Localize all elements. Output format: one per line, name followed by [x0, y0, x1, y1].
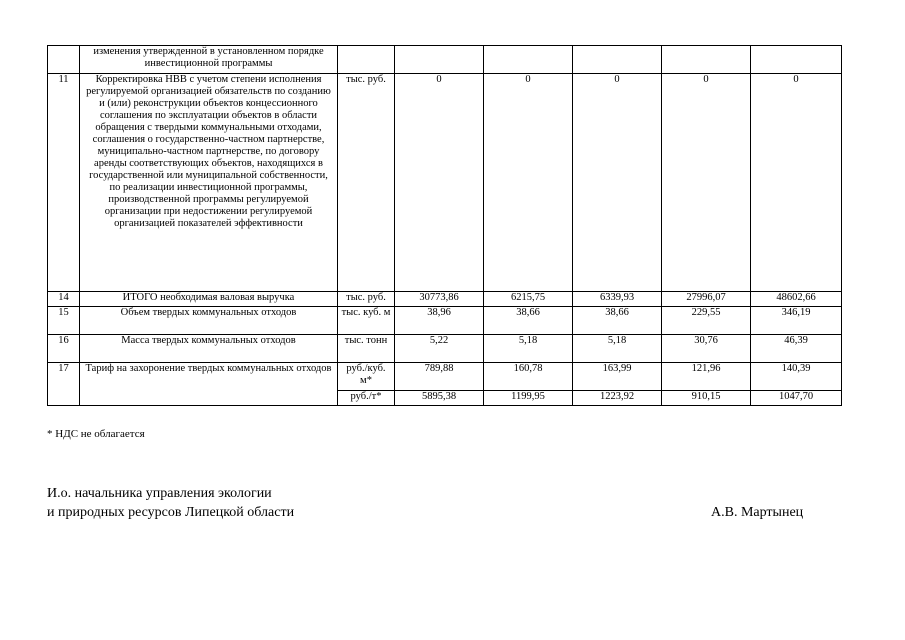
- row-value: [573, 46, 662, 74]
- row-value: 46,39: [751, 335, 842, 363]
- row-number: 14: [48, 292, 80, 307]
- row-value: 27996,07: [662, 292, 751, 307]
- row-value: 5,18: [573, 335, 662, 363]
- row-value: 1047,70: [751, 391, 842, 406]
- row-unit: [338, 46, 395, 74]
- row-value: 163,99: [573, 363, 662, 391]
- row-value: 910,15: [662, 391, 751, 406]
- row-value: 30,76: [662, 335, 751, 363]
- row-value: 0: [395, 74, 484, 292]
- row-number: 15: [48, 307, 80, 335]
- row-value: 5,22: [395, 335, 484, 363]
- row-value: 0: [573, 74, 662, 292]
- row-value: 140,39: [751, 363, 842, 391]
- row-value: 160,78: [484, 363, 573, 391]
- row-unit: тыс. тонн: [338, 335, 395, 363]
- row-value: 229,55: [662, 307, 751, 335]
- row-value: 38,96: [395, 307, 484, 335]
- row-value: 5895,38: [395, 391, 484, 406]
- row-name: Объем твердых коммунальных отходов: [80, 307, 338, 335]
- row-unit: тыс. руб.: [338, 74, 395, 292]
- row-value: 0: [751, 74, 842, 292]
- row-name: Корректировка НВВ с учетом степени исполнения регулируемой организацией обязательств по созданию и (или) реконструкции объектов концессионного соглашения по эксплуатации объектов в области обращения с твердыми коммунальными отходами, соглашения о государственно-частном партнерстве, муниципально-частном партнерстве, по договору аренды соответствующих объектов, находящихся в государственной или муниципальной собственности, по реализации инвестиционной программы, производственной программы регулируемой организации при недостижении регулируемой организацией показателей эффективности: [80, 74, 338, 292]
- row-value: 1199,95: [484, 391, 573, 406]
- row-number: 16: [48, 335, 80, 363]
- row-value: [484, 46, 573, 74]
- vat-footnote: * НДС не облагается: [47, 428, 145, 440]
- signer-position-line: И.о. начальника управления экологии: [47, 486, 272, 501]
- row-value: 48602,66: [751, 292, 842, 307]
- row-name: Тариф на захоронение твердых коммунальных отходов: [80, 363, 338, 406]
- row-value: [751, 46, 842, 74]
- row-value: 5,18: [484, 335, 573, 363]
- table-row: [48, 46, 842, 74]
- row-value: 6339,93: [573, 292, 662, 307]
- row-value: 346,19: [751, 307, 842, 335]
- row-value: 30773,86: [395, 292, 484, 307]
- signer-name: А.В. Мартынец: [711, 505, 804, 520]
- row-name: ИТОГО необходимая валовая выручка: [80, 292, 338, 307]
- row-value: 121,96: [662, 363, 751, 391]
- signer-position: [47, 484, 294, 522]
- row-unit: тыс. куб. м: [338, 307, 395, 335]
- tariff-table: [47, 45, 842, 406]
- row-value: 0: [484, 74, 573, 292]
- signer-position-line: и природных ресурсов Липецкой области: [47, 505, 295, 520]
- row-value: 1223,92: [573, 391, 662, 406]
- row-value: 0: [662, 74, 751, 292]
- row-number: 17: [48, 363, 80, 406]
- table-row: [48, 307, 842, 335]
- table-row: [48, 74, 842, 292]
- table-row: [48, 363, 842, 391]
- row-value: [662, 46, 751, 74]
- row-unit: тыс. руб.: [338, 292, 395, 307]
- row-value: 789,88: [395, 363, 484, 391]
- row-number: [48, 46, 80, 74]
- row-unit: руб./куб. м*: [338, 363, 395, 391]
- row-value: 38,66: [573, 307, 662, 335]
- row-number: 11: [48, 74, 80, 292]
- row-value: 38,66: [484, 307, 573, 335]
- row-name: Масса твердых коммунальных отходов: [80, 335, 338, 363]
- table-row: [48, 335, 842, 363]
- table-row: [48, 292, 842, 307]
- row-name: изменения утвержденной в установленном порядке инвестиционной программы: [80, 46, 338, 74]
- row-unit: руб./т*: [338, 391, 395, 406]
- row-value: 6215,75: [484, 292, 573, 307]
- row-value: [395, 46, 484, 74]
